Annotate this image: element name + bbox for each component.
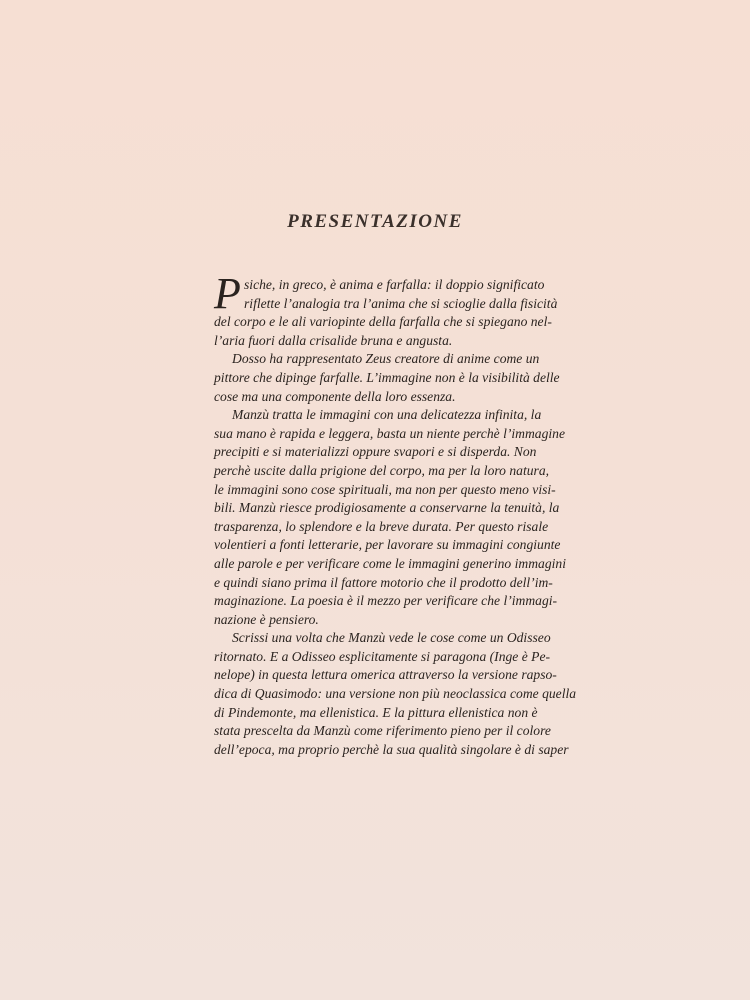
text-line: maginazione. La poesia è il mezzo per verificare che l’immagi- [214, 593, 558, 609]
text-line: riflette l’analogia tra l’anima che si scioglie dalla fisicità [244, 295, 558, 311]
text-line: trasparenza, lo splendore e la breve durata. Per questo risale [214, 518, 549, 534]
page-title: PRESENTAZIONE [287, 211, 463, 232]
text-line: cose ma una componente della loro essenza. [214, 388, 456, 404]
text-line: del corpo e le ali variopinte della farfalla che si spiegano nel- [214, 314, 552, 330]
text-line: sua mano è rapida e leggera, basta un niente perchè l’immagine [214, 425, 565, 441]
text-line: siche, in greco, è anima e farfalla: il doppio significato [244, 277, 545, 292]
text-line: dica di Quasimodo: una versione non più neoclassica come quella [214, 686, 577, 702]
text-line: bili. Manzù riesce prodigiosamente a conservarne la tenuità, la [214, 500, 560, 516]
text-line: e quindi siano prima il fattore motorio che il prodotto dell’im- [214, 574, 553, 590]
drop-cap: P [214, 269, 241, 318]
text-line: le immagini sono cose spirituali, ma non per questo meno visi- [214, 481, 556, 497]
text-line: nazione è pensiero. [214, 611, 319, 627]
text-line: dell’epoca, ma proprio perchè la sua qualità singolare è di saper [214, 741, 569, 757]
text-line: Dosso ha rappresentato Zeus creatore di anime come un [232, 351, 540, 367]
text-line: l’aria fuori dalla crisalide bruna e angusta. [214, 332, 453, 348]
text-line: Manzù tratta le immagini con una delicatezza infinita, la [232, 407, 542, 423]
text-line: Scrissi una volta che Manzù vede le cose come un Odisseo [232, 630, 551, 646]
text-line: nelope) in questa lettura omerica attraverso la versione rapso- [214, 667, 557, 683]
text-line: di Pindemonte, ma ellenistica. E la pittura ellenistica non è [214, 704, 538, 720]
text-line: precipiti e si materializzi oppure svapori e si disperda. Non [214, 444, 537, 460]
body-text [214, 269, 577, 759]
text-line: ritornato. E a Odisseo esplicitamente si paragona (Inge è Pe- [214, 648, 551, 664]
text-line: pittore che dipinge farfalle. L’immagine non è la visibilità delle [214, 369, 560, 385]
text-line: perchè uscite dalla prigione del corpo, ma per la loro natura, [214, 462, 550, 478]
text-line: stata prescelta da Manzù come riferimento pieno per il colore [214, 723, 551, 739]
text-line: alle parole e per verificare come le immagini generino immagini [214, 555, 566, 571]
text-line: volentieri a fonti letterarie, per lavorare su immagini congiunte [214, 537, 561, 553]
